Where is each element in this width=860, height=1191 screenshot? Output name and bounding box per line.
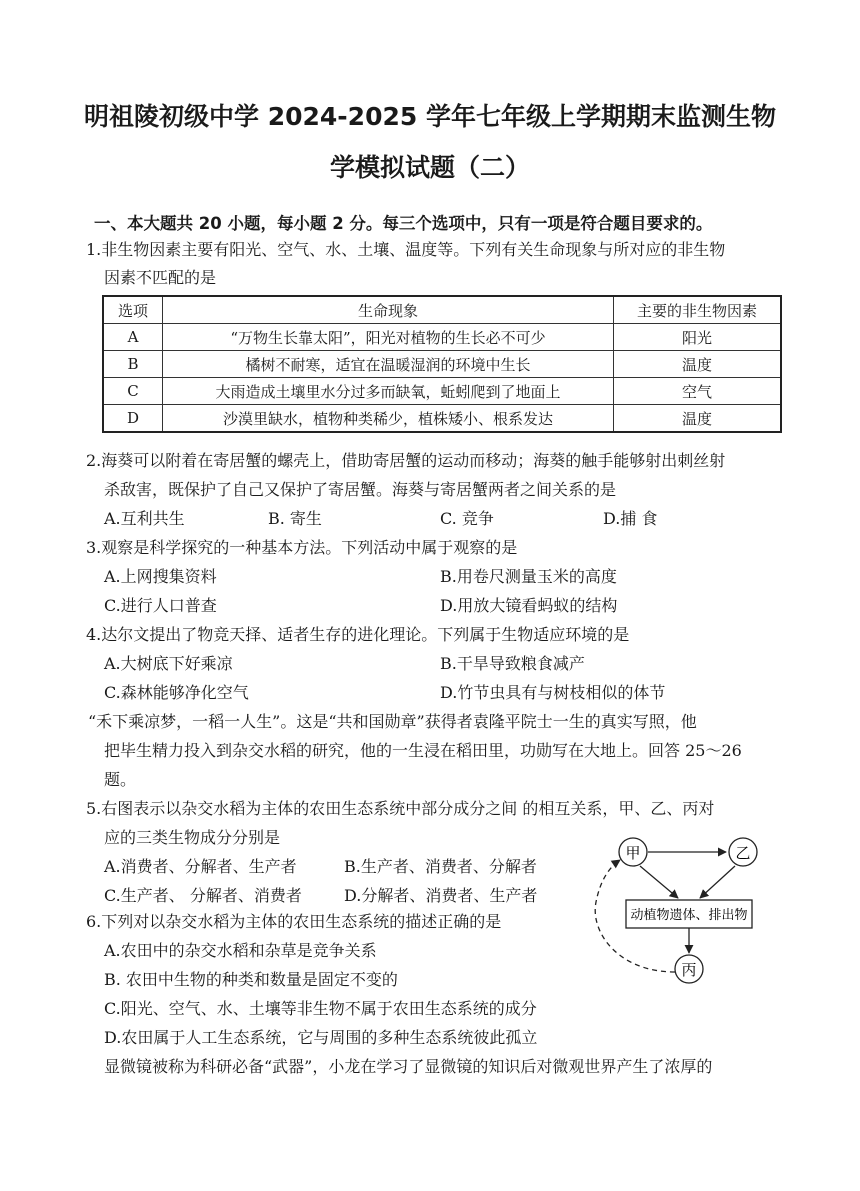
table-cell: D [103, 405, 163, 433]
q3-option-c: C.进行人口普查 [104, 596, 217, 615]
q3-option-b: B.用卷尺测量玉米的高度 [440, 567, 617, 586]
table-row [103, 324, 781, 351]
q6-option-a: A.农田中的杂交水稻和杂草是竞争关系 [104, 941, 377, 960]
q6-option-d: D.农田属于人工生态系统，它与周围的多种生态系统彼此孤立 [104, 1028, 538, 1047]
table-cell: A [103, 324, 163, 351]
section-heading: 一、本大题共 20 小题，每小题 2 分。每三个选项中，只有一项是符合题目要求的。 [94, 214, 713, 233]
remains-box-label: 动植物遗体、排出物 [630, 908, 748, 923]
q4-option-d: D.竹节虫具有与树枝相似的体节 [440, 683, 666, 702]
table-cell: 大雨造成土壤里水分过多而缺氧，蚯蚓爬到了地面上 [163, 378, 614, 405]
q2-option-c: C. 竞争 [440, 509, 494, 528]
q3-option-d: D.用放大镜看蚂蚁的结构 [440, 596, 618, 615]
q5-option-c: C.生产者、 分解者、消费者 [104, 886, 302, 905]
table-row [103, 378, 781, 405]
table-cell: 温度 [614, 405, 782, 433]
q1-stem-line2: 因素不匹配的是 [104, 268, 217, 287]
q4-stem: 4.达尔文提出了物竞天择、适者生存的进化理论。下列属于生物适应环境的是 [86, 625, 630, 644]
q2-stem-line2: 杀敌害，既保护了自己又保护了寄居蟹。海葵与寄居蟹两者之间关系的是 [104, 480, 617, 499]
node-jia-label: 甲 [625, 844, 641, 862]
arrow-jia-to-box [640, 866, 678, 898]
table-row [103, 351, 781, 378]
q5-option-b: B.生产者、消费者、分解者 [344, 857, 537, 876]
table-cell: 阳光 [614, 324, 782, 351]
q6-option-c: C.阳光、空气、水、土壤等非生物不属于农田生态系统的成分 [104, 999, 537, 1018]
q6-option-b: B. 农田中生物的种类和数量是固定不变的 [104, 970, 398, 989]
page-title-line1: 明祖陵初级中学 2024-2025 学年七年级上学期期末监测生物 [84, 102, 776, 131]
q5-stem-line2: 应的三类生物成分分别是 [104, 828, 281, 847]
arrow-yi-to-box [700, 866, 735, 898]
q5-option-a: A.消费者、分解者、生产者 [104, 857, 297, 876]
node-yi-label: 乙 [735, 844, 751, 862]
q3-option-a: A.上网搜集资料 [104, 567, 217, 586]
q2-option-a: A.互利共生 [104, 509, 185, 528]
passage-line1: “禾下乘凉梦，一稻一人生”。这是“共和国勋章”获得者袁隆平院士一生的真实写照，他 [88, 712, 697, 731]
table-cell: 沙漠里缺水，植物种类稀少，植株矮小、根系发达 [163, 405, 614, 433]
q4-option-c: C.森林能够净化空气 [104, 683, 249, 702]
table-header-cell: 选项 [103, 296, 163, 324]
table-row [103, 405, 781, 433]
q3-stem: 3.观察是科学探究的一种基本方法。下列活动中属于观察的是 [86, 538, 518, 557]
page-title-line2: 学模拟试题（二） [329, 153, 530, 182]
table-header-row [103, 296, 781, 324]
table-header-cell: 生命现象 [163, 296, 614, 324]
passage-line3: 题。 [104, 770, 137, 789]
q6-stem: 6.下列对以杂交水稻为主体的农田生态系统的描述正确的是 [86, 912, 502, 931]
table-cell: 橘树不耐寒，适宜在温暖湿润的环境中生长 [163, 351, 614, 378]
q1-stem-line1: 1.非生物因素主要有阳光、空气、水、土壤、温度等。下列有关生命现象与所对应的非生物 [86, 240, 726, 259]
q5-option-d: D.分解者、消费者、生产者 [344, 886, 538, 905]
q4-option-a: A.大树底下好乘凉 [104, 654, 233, 673]
table-cell: B [103, 351, 163, 378]
table-cell: 温度 [614, 351, 782, 378]
ecosystem-diagram [588, 832, 778, 992]
node-bing-label: 丙 [681, 961, 697, 979]
q5-stem-line1: 5.右图表示以杂交水稻为主体的农田生态系统中部分成分之间 的相互关系，甲、乙、丙对 [86, 799, 715, 818]
q2-option-b: B. 寄生 [268, 509, 322, 528]
table-cell: C [103, 378, 163, 405]
q4-option-b: B.干旱导致粮食减产 [440, 654, 585, 673]
table-cell: 空气 [614, 378, 782, 405]
q2-stem-line1: 2.海葵可以附着在寄居蟹的螺壳上，借助寄居蟹的运动而移动；海葵的触手能够射出刺丝射 [86, 451, 726, 470]
passage2-line1: 显微镜被称为科研必备“武器”，小龙在学习了显微镜的知识后对微观世界产生了浓厚的 [104, 1057, 713, 1076]
table-header-cell: 主要的非生物因素 [614, 296, 782, 324]
passage-line2: 把毕生精力投入到杂交水稻的研究，他的一生浸在稻田里，功勋写在大地上。回答 25～26 [104, 741, 742, 760]
table-cell: “万物生长靠太阳”，阳光对植物的生长必不可少 [163, 324, 614, 351]
q2-option-d: D.捕 食 [603, 509, 658, 528]
q1-table [102, 295, 782, 433]
